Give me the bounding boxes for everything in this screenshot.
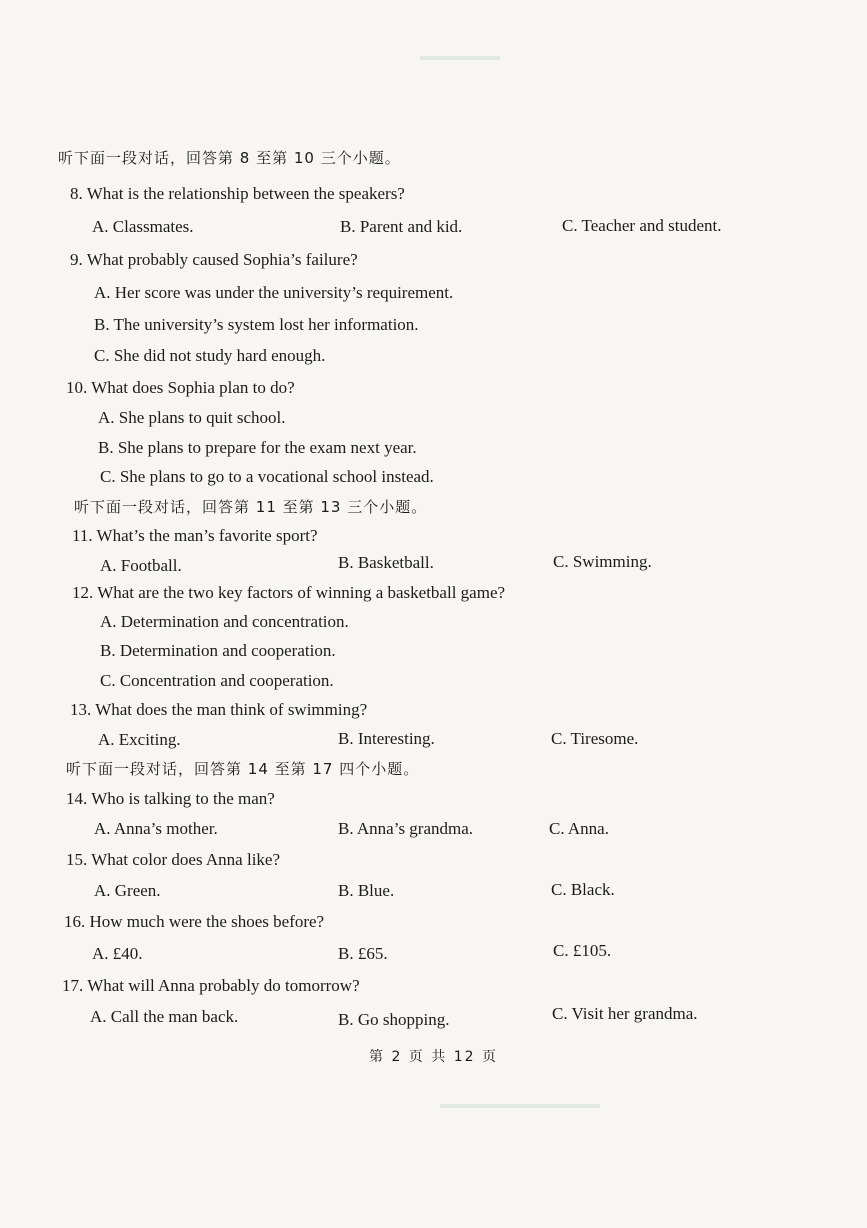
q11-option-c: C. Swimming.: [553, 552, 652, 571]
question-16: 16. How much were the shoes before?: [64, 912, 325, 931]
q9-option-a: A. Her score was under the university’s requirement.: [94, 283, 454, 302]
q10-option-c: C. She plans to go to a vocational school instead.: [100, 467, 434, 486]
scan-edge-mark: [440, 1104, 600, 1108]
q17-option-b: B. Go shopping.: [338, 1010, 450, 1029]
question-8: 8. What is the relationship between the speakers?: [70, 184, 405, 203]
q8-option-b: B. Parent and kid.: [340, 217, 463, 236]
q14-option-a: A. Anna’s mother.: [94, 819, 218, 838]
q15-option-c: C. Black.: [551, 880, 615, 899]
section-header: 听下面一段对话，回答第 14 至第 17 四个小题。: [66, 760, 420, 778]
section-header: 听下面一段对话，回答第 11 至第 13 三个小题。: [74, 498, 428, 516]
q16-option-a: A. £40.: [92, 944, 143, 963]
q17-option-a: A. Call the man back.: [90, 1007, 239, 1026]
q11-option-b: B. Basketball.: [338, 553, 434, 572]
question-14: 14. Who is talking to the man?: [66, 789, 275, 808]
q9-option-b: B. The university’s system lost her information.: [94, 315, 419, 334]
show-through-background: [560, 140, 860, 260]
q16-option-b: B. £65.: [338, 944, 388, 963]
question-9: 9. What probably caused Sophia’s failure?: [70, 250, 358, 269]
q10-option-b: B. She plans to prepare for the exam next year.: [98, 438, 417, 457]
question-15: 15. What color does Anna like?: [66, 850, 281, 869]
q15-option-a: A. Green.: [94, 881, 161, 900]
q13-option-c: C. Tiresome.: [551, 729, 639, 748]
q10-option-a: A. She plans to quit school.: [98, 408, 286, 427]
scan-edge-mark: [420, 56, 500, 60]
question-17: 17. What will Anna probably do tomorrow?: [62, 976, 360, 995]
q15-option-b: B. Blue.: [338, 881, 395, 900]
page-number: 第 2 页 共 12 页: [369, 1049, 498, 1065]
q16-option-c: C. £105.: [553, 941, 612, 960]
q14-option-c: C. Anna.: [549, 819, 609, 838]
question-11: 11. What’s the man’s favorite sport?: [72, 526, 318, 545]
q17-option-c: C. Visit her grandma.: [552, 1004, 698, 1023]
question-13: 13. What does the man think of swimming?: [70, 700, 368, 719]
q13-option-a: A. Exciting.: [98, 730, 181, 749]
q8-option-c: C. Teacher and student.: [562, 216, 722, 235]
question-10: 10. What does Sophia plan to do?: [66, 378, 295, 397]
q13-option-b: B. Interesting.: [338, 729, 435, 748]
q12-option-c: C. Concentration and cooperation.: [100, 671, 334, 690]
section-header: 听下面一段对话，回答第 8 至第 10 三个小题。: [58, 149, 401, 167]
q11-option-a: A. Football.: [100, 556, 182, 575]
q14-option-b: B. Anna’s grandma.: [338, 819, 474, 838]
q12-option-b: B. Determination and cooperation.: [100, 641, 336, 660]
q8-option-a: A. Classmates.: [92, 217, 194, 236]
q9-option-c: C. She did not study hard enough.: [94, 346, 326, 365]
q12-option-a: A. Determination and concentration.: [100, 612, 349, 631]
question-12: 12. What are the two key factors of winning a basketball game?: [72, 583, 506, 602]
